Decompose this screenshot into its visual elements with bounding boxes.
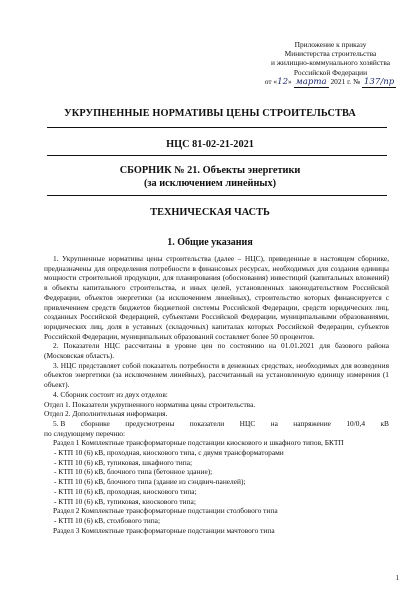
list-item: - КТП 10 (6) кВ, блочного типа (бетонное здание);: [54, 467, 213, 477]
body-text: [44, 254, 389, 535]
section-2-title: Раздел 2 Комплектные трансформаторные подстанции столбового типа: [53, 506, 278, 516]
paragraph-2: 2. Показатели НЦС рассчитаны в уровне цен по состоянию на 01.01.2021 для базового района (Московская область).: [44, 341, 389, 361]
p5-word: 5. В: [53, 418, 66, 428]
department-1: Отдел 1. Показатели укрупненного норматива цены строительства.: [44, 399, 256, 409]
tech-part-heading: ТЕХНИЧЕСКАЯ ЧАСТЬ: [150, 207, 270, 218]
list-item: - КТП 10 (6) кВ, тупиковая, шкафного типа;: [54, 457, 193, 467]
title-divider: [47, 127, 387, 128]
section-3-title: Раздел 3 Комплектные трансформаторные подстанции мачтового типа: [53, 525, 275, 535]
order-number: 137/пр: [363, 76, 395, 87]
p5-word: 10/0,4: [346, 418, 366, 428]
p5-word: сборнике: [80, 418, 110, 428]
order-date-line: от «12» марта 2021 г. № 137/пр: [264, 76, 395, 87]
paragraph-5-tail: по следующему перечню:: [44, 428, 126, 438]
department-2: Отдел 2. Дополнительная информация.: [44, 409, 168, 419]
collection-line-2: (за исключением линейных): [143, 177, 277, 189]
appendix-line-1: Приложение к приказу: [294, 40, 367, 49]
p5-word: напряжение: [293, 418, 331, 428]
list-item: - КТП 10 (6) кВ, проходная, киоскового типа, с двумя трансформаторами: [54, 448, 284, 458]
code-divider: [47, 155, 387, 156]
p5-word: показатели: [189, 418, 225, 428]
page-number: 1: [395, 574, 399, 582]
order-day: 12: [277, 76, 289, 87]
p5-word: на: [270, 418, 278, 428]
p5-word: предусмотрены: [125, 418, 175, 428]
order-year: 2021 г. №: [330, 76, 361, 86]
section-1-title: Раздел 1 Комплектные трансформаторные подстанции киоскового и шкафного типов, БКТП: [53, 438, 344, 448]
order-from: от «: [264, 76, 278, 86]
list-item: - КТП 10 (6) кВ, столбового типа;: [54, 515, 161, 525]
paragraph-5-words: [44, 419, 389, 429]
list-item: - КТП 10 (6) кВ, блочного типа (здание из сэндвич-панелей);: [54, 477, 246, 487]
document-title: УКРУПНЕННЫЕ НОРМАТИВЫ ЦЕНЫ СТРОИТЕЛЬСТВА: [64, 108, 356, 119]
paragraph-3: 3. НЦС представляет собой показатель потребности в денежных средствах, необходимых для возведения объектов энергетики (за исключением линейных), рассчитанный на установленную единицу измерения (1 объект).: [44, 360, 389, 390]
list-item: - КТП 10 (6) кВ, тупиковая, киоскового типа;: [54, 496, 196, 506]
collection-divider: [47, 195, 387, 196]
document-code: НЦС 81-02-21-2021: [166, 139, 254, 150]
p5-word: кВ: [380, 418, 389, 428]
p5-word: НЦС: [239, 418, 256, 428]
appendix-line-3: и жилищно-коммунального хозяйства: [270, 58, 391, 68]
section-heading: 1. Общие указания: [167, 237, 253, 248]
appendix-line-4: Российской Федерации: [293, 67, 368, 77]
collection-line-1: СБОРНИК № 21. Объекты энергетики: [119, 165, 301, 176]
appendix-line-2: Министерства строительства: [284, 49, 377, 59]
collection-heading: [30, 165, 390, 190]
paragraph-1: 1. Укрупненные нормативы цены строительства (далее – НЦС), приведенные в настоящем сборнике, предназначены для определения потребности в финансовых ресурсах, необходимых для создания единицы мощности строительной продукции, для планирования (обоснования) инвестиций (капитальных вложений) в объекты капитального строительства, и иных целей, установленных законодательством Российской Федерации, объектов энергетики (за исключением линейных), строительство которых финансируется с привлечением средств бюджетов бюджетной системы Российской Федерации, средств юридических лиц, созданных Российской Федерацией, субъектами Российской Федерации, муниципальными образованиями, юридических лиц, доля в уставных (складочных) капиталах которых Российской Федерации, субъектов Российской Федерации, муниципальных образований составляет более 50 процентов.: [44, 254, 389, 341]
appendix-block: [248, 40, 413, 87]
list-item: - КТП 10 (6) кВ, проходная, киоскового типа;: [54, 486, 197, 496]
order-month: марта: [295, 76, 327, 87]
paragraph-4: 4. Сборник состоит из двух отделов:: [53, 389, 168, 399]
